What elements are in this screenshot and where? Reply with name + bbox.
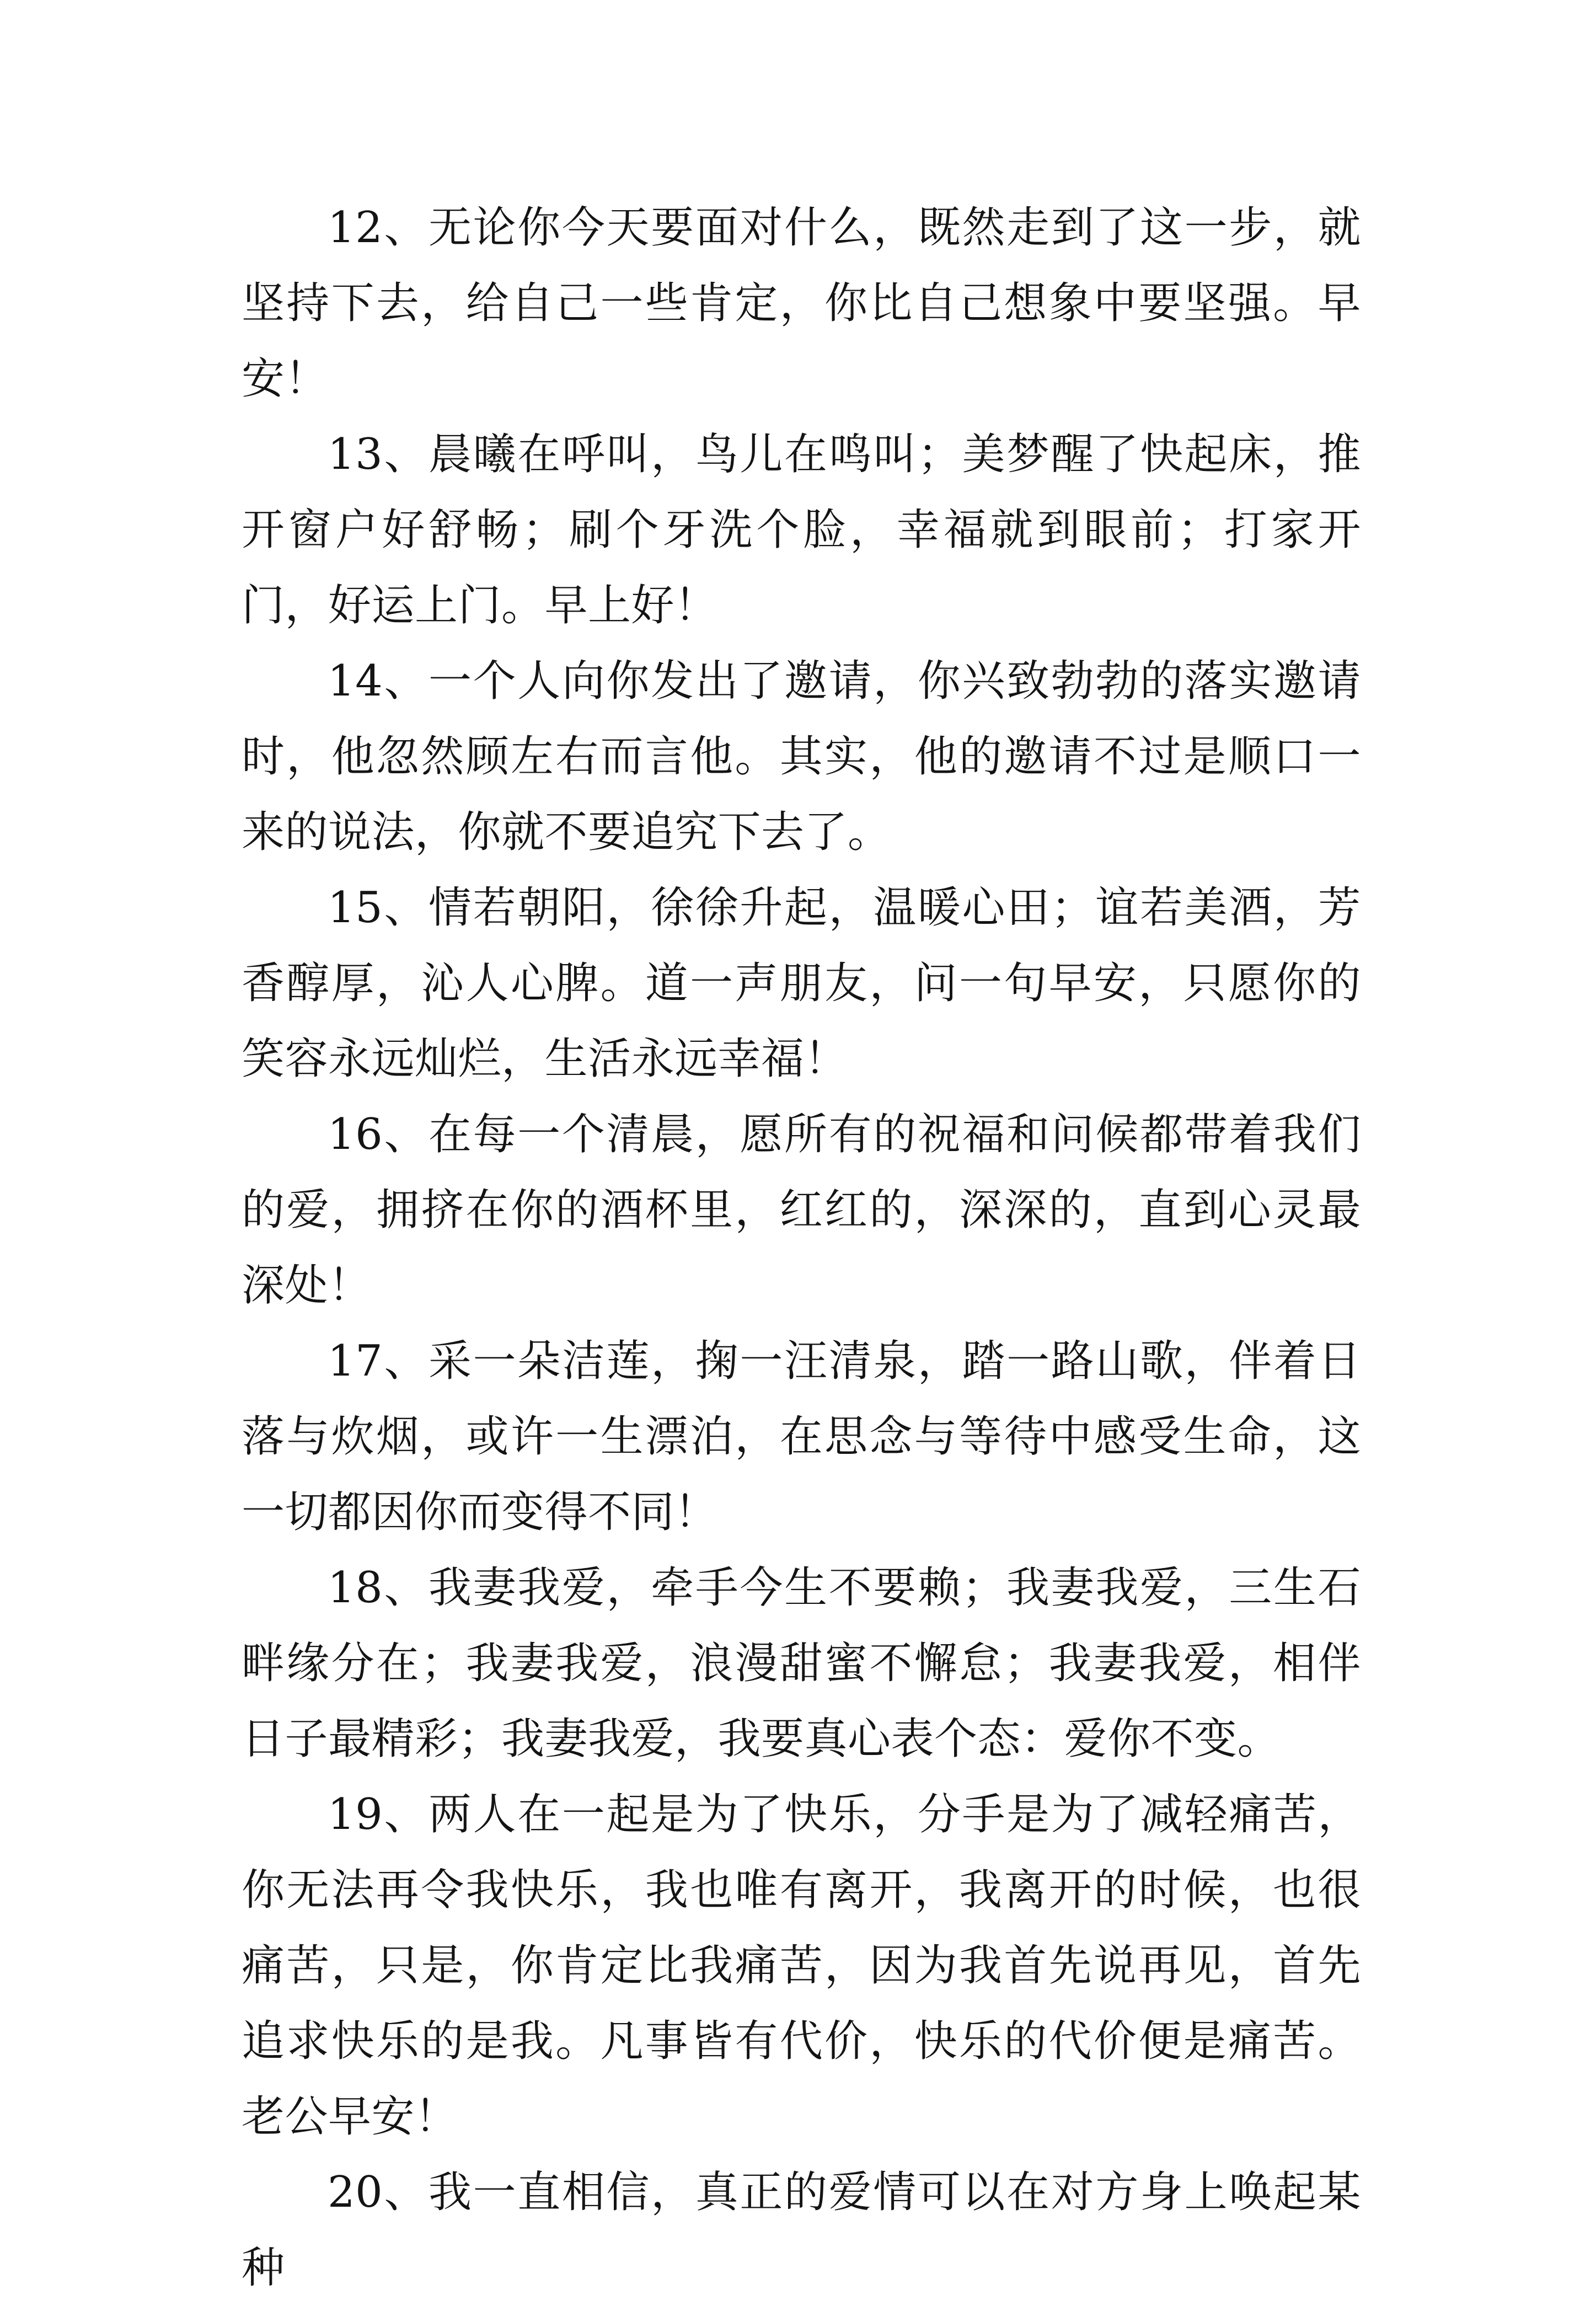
paragraph-19: 19、两人在一起是为了快乐，分手是为了减轻痛苦，你无法再令我快乐，我也唯有离开，我离开的时候，也很痛苦，只是，你肯定比我痛苦，因为我首先说再见，首先追求快乐的是我。凡事皆有代价，快乐的代价便是痛苦。老公早安！	[242, 1790, 1361, 2142]
document-body	[242, 190, 1361, 2306]
paragraph-14: 14、一个人向你发出了邀请，你兴致勃勃的落实邀请时，他忽然顾左右而言他。其实，他的邀请不过是顺口一来的说法，你就不要追究下去了。	[242, 656, 1361, 857]
paragraph-15: 15、情若朝阳，徐徐升起，温暖心田；谊若美酒，芳香醇厚，沁人心脾。道一声朋友，问一句早安，只愿你的笑容永远灿烂，生活永远幸福！	[242, 883, 1361, 1084]
paragraph-12: 12、无论你今天要面对什么，既然走到了这一步，就坚持下去，给自己一些肯定，你比自己想象中要坚强。早安！	[242, 203, 1361, 404]
paragraph-18: 18、我妻我爱，牵手今生不要赖；我妻我爱，三生石畔缘分在；我妻我爱，浪漫甜蜜不懈怠；我妻我爱，相伴日子最精彩；我妻我爱，我要真心表个态：爱你不变。	[242, 1563, 1361, 1764]
paragraph-20: 20、我一直相信，真正的爱情可以在对方身上唤起某种	[242, 2168, 1361, 2293]
paragraph-17: 17、采一朵洁莲，掬一汪清泉，踏一路山歌，伴着日落与炊烟，或许一生漂泊，在思念与等待中感受生命，这一切都因你而变得不同！	[242, 1336, 1361, 1537]
paragraph-16: 16、在每一个清晨，愿所有的祝福和问候都带着我们的爱，拥挤在你的酒杯里，红红的，深深的，直到心灵最深处！	[242, 1110, 1361, 1310]
paragraph-13: 13、晨曦在呼叫，鸟儿在鸣叫；美梦醒了快起床，推开窗户好舒畅；刷个牙洗个脸，幸福就到眼前；打家开门，好运上门。早上好！	[242, 430, 1361, 630]
